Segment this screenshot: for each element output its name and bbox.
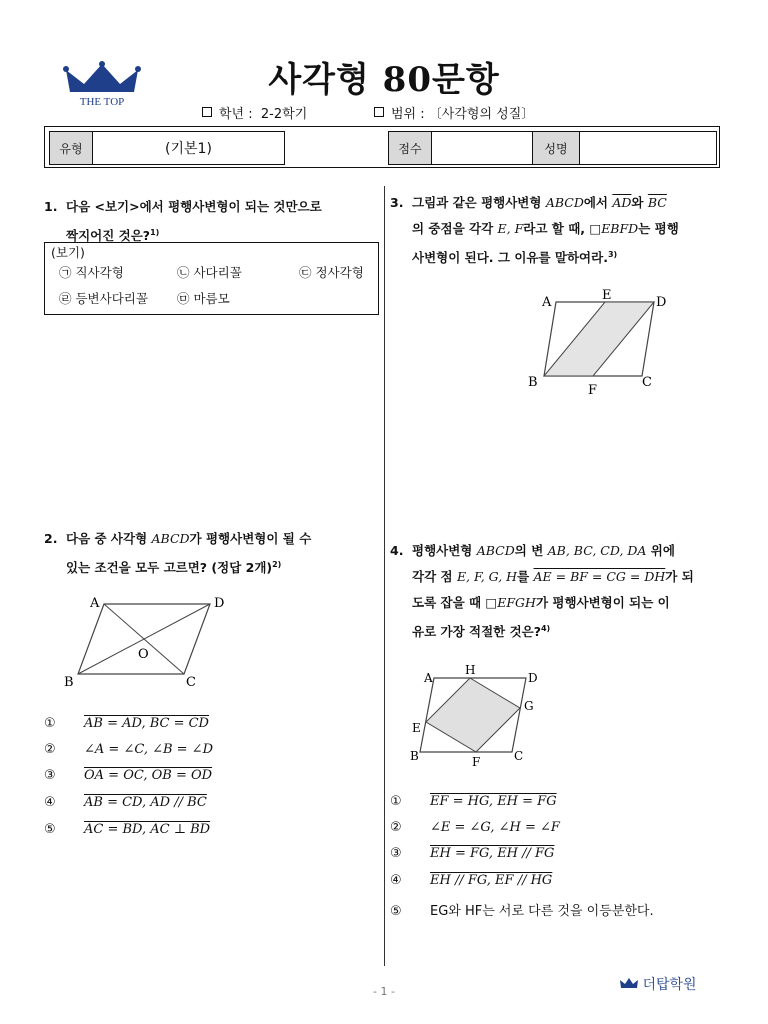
square-bullet-icon bbox=[374, 107, 384, 117]
parallelogram-figure-q2 bbox=[60, 592, 240, 692]
label-B: B bbox=[410, 749, 419, 763]
q4-choice-5[interactable]: ⑤ EG와 HF는 서로 다른 것을 이등분한다. bbox=[390, 904, 654, 919]
label-D: D bbox=[528, 671, 538, 685]
label-D: D bbox=[656, 295, 667, 310]
label-E: E bbox=[602, 288, 612, 303]
example-box bbox=[44, 242, 379, 315]
question-4: 4. 평행사변형 ABCD의 변 AB, BC, CD, DA 위에 각각 점 E, F, G, H를 AE = BF = CG = DH가 되 도록 잡을 때 □EFGH가 평행사변형이 되는 이 유로 가장 적절한 것은?$^{4)}$ bbox=[390, 543, 694, 640]
logo-text: THE TOP bbox=[79, 96, 125, 108]
column-divider bbox=[384, 186, 385, 966]
page-title: 사각형 80문항 bbox=[268, 60, 500, 100]
q4-choice-3[interactable]: ③ EH = FG, EH // FG bbox=[390, 846, 555, 861]
label-C: C bbox=[186, 675, 196, 690]
page-number: - 1 - bbox=[373, 985, 395, 998]
label-D: D bbox=[214, 596, 225, 611]
square-bullet-icon bbox=[202, 107, 212, 117]
option-4: ㉣ 등변사다리꼴 bbox=[59, 291, 148, 306]
range-meta: 범위 : 〔사각형의 성질〕 bbox=[374, 103, 534, 122]
label-F: F bbox=[588, 383, 598, 398]
option-3: ㉢ 정사각형 bbox=[299, 265, 364, 280]
option-5: ㉤ 마름모 bbox=[177, 291, 230, 306]
question-1: 1. 다음 <보기>에서 평행사변형이 되는 것만으로 짝지어진 것은?$^{1)}$ bbox=[44, 199, 322, 244]
info-row bbox=[44, 126, 720, 168]
name-field[interactable] bbox=[579, 131, 717, 165]
label-A: A bbox=[424, 671, 433, 685]
label-O: O bbox=[138, 647, 149, 662]
grade-meta: 학년 : 2-2학기 bbox=[202, 103, 307, 122]
label-A: A bbox=[90, 596, 100, 611]
label-H: H bbox=[465, 663, 476, 677]
q4-choice-1[interactable]: ① EF = HG, EH = FG bbox=[390, 794, 557, 809]
label-B: B bbox=[64, 675, 74, 690]
q2-choice-4[interactable]: ④ AB = CD, AD // BC bbox=[44, 795, 207, 810]
question-3: 3. 그림과 같은 평행사변형 ABCD에서 $\overline{AD}$와 $\overline{BC}$ 의 중점을 각각 E, F라고 할 때, □EBFD는 평행 사변형이 된다. 그 이유를 말하여라.$^{3)}$ bbox=[390, 195, 679, 266]
q2-choice-5[interactable]: ⑤ AC = BD, AC ⊥ BD bbox=[44, 822, 211, 837]
label-G: G bbox=[524, 699, 534, 713]
option-2: ㉡ 사다리꼴 bbox=[177, 265, 242, 280]
q2-choice-2[interactable]: ② ∠A = ∠C, ∠B = ∠D bbox=[44, 742, 213, 757]
type-value: (기본1) bbox=[92, 131, 285, 165]
q2-choice-1[interactable]: ① AB = AD, BC = CD bbox=[44, 716, 209, 731]
q4-choice-2[interactable]: ② ∠E = ∠G, ∠H = ∠F bbox=[390, 820, 560, 835]
name-label: 성명 bbox=[532, 131, 580, 165]
label-E: E bbox=[412, 721, 421, 735]
parallelogram-figure-q3 bbox=[524, 288, 684, 400]
example-box-label: (보기) bbox=[51, 245, 85, 260]
label-B: B bbox=[528, 375, 538, 390]
parallelogram-figure-q4 bbox=[408, 660, 548, 770]
q4-choice-4[interactable]: ④ EH // FG, EF // HG bbox=[390, 873, 553, 888]
score-field[interactable] bbox=[431, 131, 533, 165]
label-F: F bbox=[472, 755, 481, 769]
type-label: 유형 bbox=[49, 131, 93, 165]
label-A: A bbox=[542, 295, 552, 310]
score-label: 점수 bbox=[388, 131, 432, 165]
label-C: C bbox=[642, 375, 652, 390]
label-C: C bbox=[514, 749, 524, 763]
brand-footer: 더탑학원 bbox=[620, 974, 697, 994]
question-2: 2. 다음 중 사각형 ABCD가 평행사변형이 될 수 있는 조건을 모두 고르면? (정답 2개)$^{2)}$ bbox=[44, 531, 312, 576]
q2-choice-3[interactable]: ③ OA = OC, OB = OD bbox=[44, 768, 213, 783]
option-1: ㉠ 직사각형 bbox=[59, 265, 124, 280]
crown-icon bbox=[620, 978, 638, 990]
